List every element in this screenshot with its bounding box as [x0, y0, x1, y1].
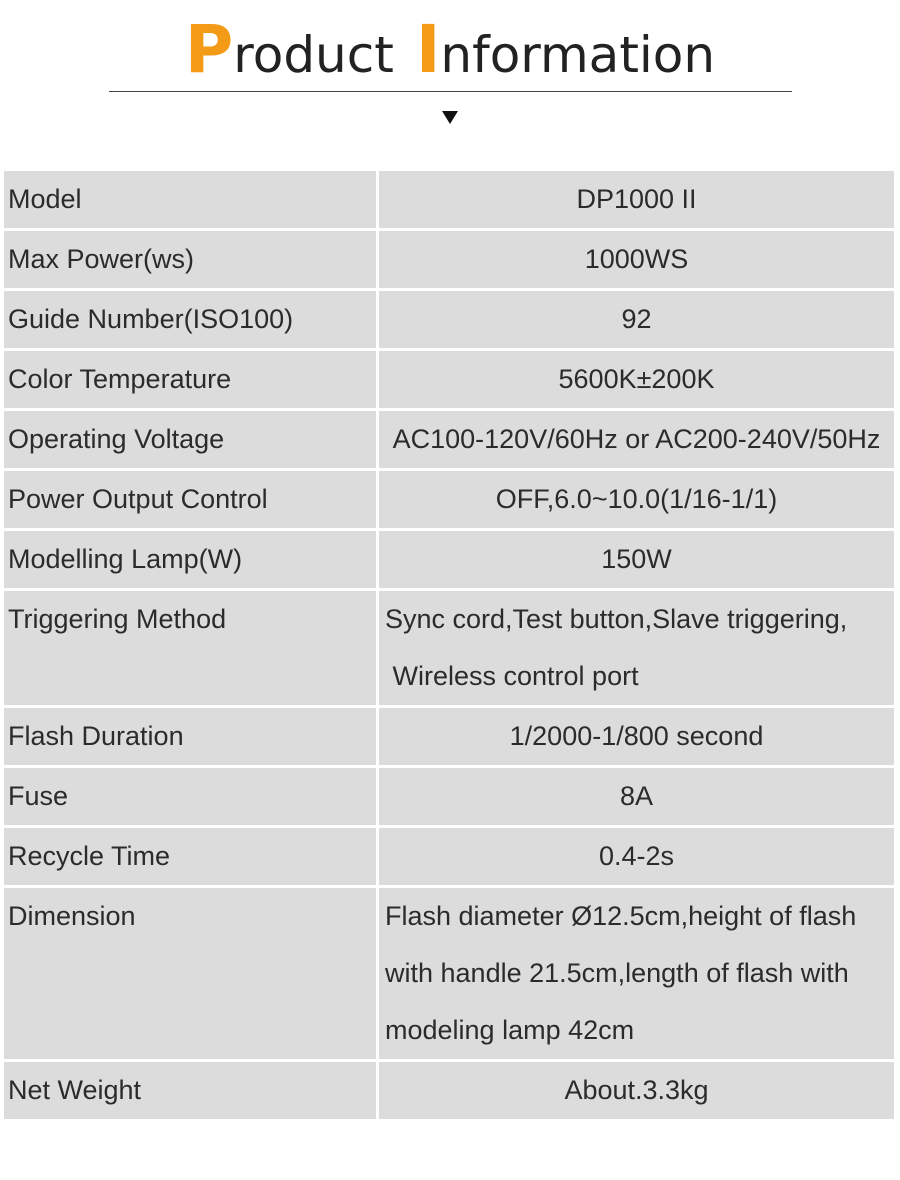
spec-value — [379, 171, 894, 228]
title-initial-p: P — [184, 11, 234, 88]
title-word-product: roduct — [233, 26, 394, 84]
spec-value — [379, 1062, 894, 1119]
spec-value — [379, 231, 894, 288]
spec-value-line: with handle 21.5cm,length of flash with — [385, 958, 849, 988]
spec-value-line: Sync cord,Test button,Slave triggering, — [385, 604, 848, 634]
down-arrow-icon — [442, 111, 458, 124]
spec-label: Operating Voltage — [4, 411, 376, 468]
spec-value-line: 150W — [601, 544, 672, 574]
spec-value — [379, 708, 894, 765]
table-row — [4, 768, 894, 825]
spec-value — [379, 591, 894, 705]
spec-label: Max Power(ws) — [4, 231, 376, 288]
spec-label: Net Weight — [4, 1062, 376, 1119]
spec-value — [379, 531, 894, 588]
table-row — [4, 171, 894, 228]
spec-value-line: 8A — [619, 781, 654, 811]
spec-value-line: 0.4-2s — [598, 841, 675, 871]
table-row — [4, 351, 894, 408]
title-word-information: nformation — [440, 26, 716, 84]
spec-label: Recycle Time — [4, 828, 376, 885]
spec-label: Triggering Method — [4, 591, 376, 705]
title-initial-i: I — [415, 11, 441, 88]
table-row — [4, 231, 894, 288]
spec-value — [379, 351, 894, 408]
spec-value — [379, 768, 894, 825]
spec-value-line: 92 — [621, 304, 652, 334]
table-row — [4, 591, 894, 705]
spec-value — [379, 291, 894, 348]
spec-table — [4, 171, 894, 1122]
spec-value-line: About.3.3kg — [564, 1075, 709, 1105]
spec-label: Fuse — [4, 768, 376, 825]
spec-value-line: 5600K±200K — [558, 364, 715, 394]
spec-value-line: modeling lamp 42cm — [385, 1015, 635, 1045]
table-row — [4, 888, 894, 1059]
spec-value-line: Wireless control port — [385, 661, 639, 691]
table-row — [4, 708, 894, 765]
spec-label: Color Temperature — [4, 351, 376, 408]
spec-label: Dimension — [4, 888, 376, 1059]
title-divider — [109, 91, 792, 92]
table-row — [4, 828, 894, 885]
spec-label: Guide Number(ISO100) — [4, 291, 376, 348]
spec-label: Power Output Control — [4, 471, 376, 528]
table-row — [4, 411, 894, 468]
spec-value — [379, 888, 894, 1059]
spec-value — [379, 471, 894, 528]
page-title — [0, 11, 900, 91]
spec-value-line: DP1000 II — [576, 184, 697, 214]
table-row — [4, 531, 894, 588]
spec-value-line: Flash diameter Ø12.5cm,height of flash — [385, 901, 857, 931]
spec-value — [379, 828, 894, 885]
spec-value — [379, 411, 894, 468]
spec-label: Flash Duration — [4, 708, 376, 765]
table-row — [4, 471, 894, 528]
spec-value-line: 1000WS — [584, 244, 689, 274]
table-row — [4, 291, 894, 348]
spec-label: Model — [4, 171, 376, 228]
spec-value-line: AC100-120V/60Hz or AC200-240V/50Hz — [392, 424, 881, 454]
spec-value-line: OFF,6.0~10.0(1/16-1/1) — [495, 484, 778, 514]
spec-value-line: 1/2000-1/800 second — [509, 721, 764, 751]
table-row — [4, 1062, 894, 1119]
spec-label: Modelling Lamp(W) — [4, 531, 376, 588]
